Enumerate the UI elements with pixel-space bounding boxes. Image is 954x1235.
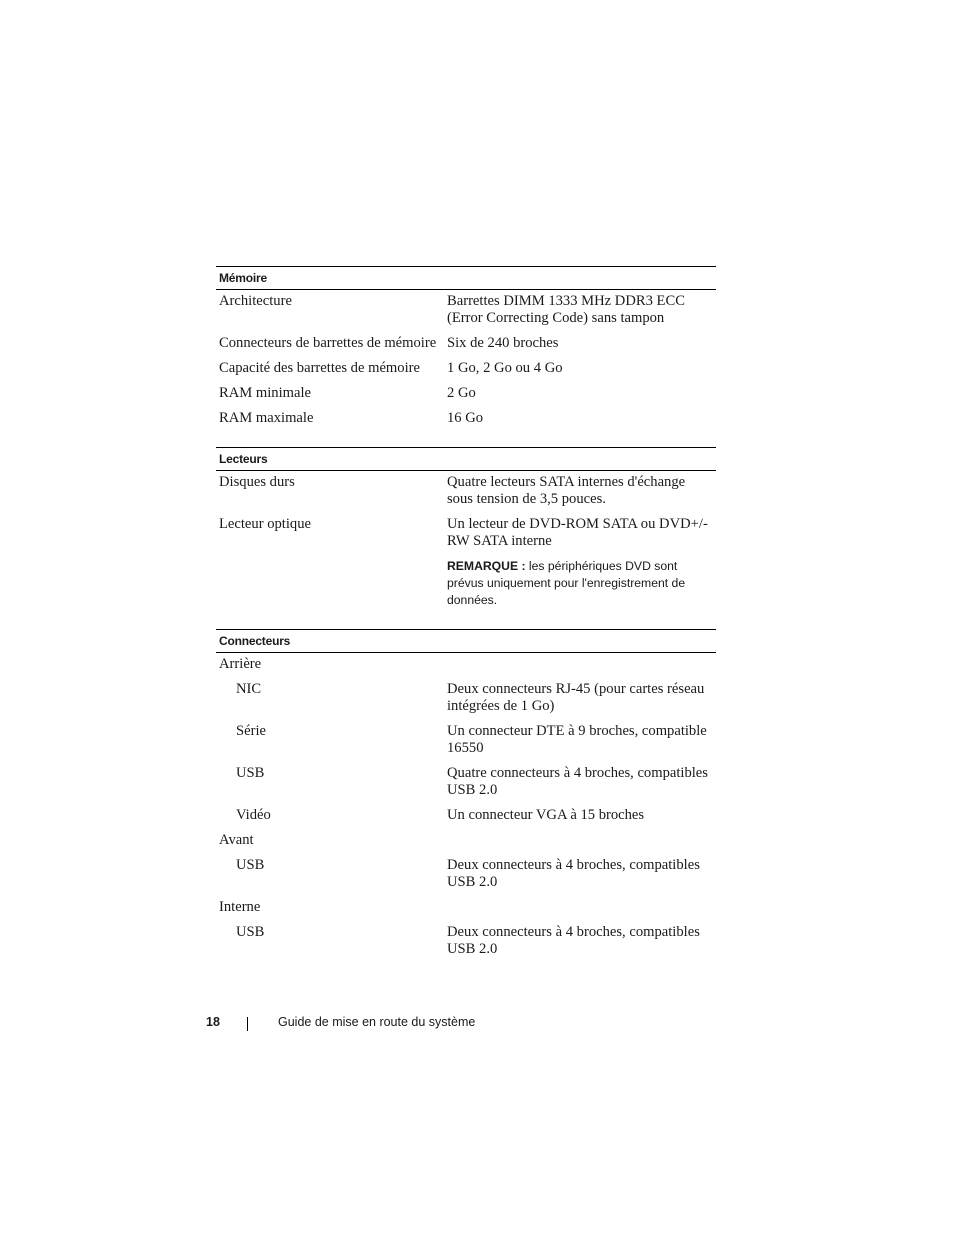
spec-value xyxy=(447,899,716,916)
spec-value xyxy=(447,832,716,849)
spec-key: Capacité des barrettes de mémoire xyxy=(219,360,420,376)
spec-row xyxy=(216,857,716,891)
spec-row xyxy=(216,681,716,715)
spec-value: Quatre lecteurs SATA internes d'échange sous tension de 3,5 pouces. xyxy=(447,474,686,507)
spec-value: 1 Go, 2 Go ou 4 Go xyxy=(447,360,563,376)
spec-row xyxy=(216,385,716,402)
spec-value: Deux connecteurs à 4 broches, compatibles USB 2.0 xyxy=(447,857,700,890)
spec-row xyxy=(216,516,716,609)
section-title-lecteurs: Lecteurs xyxy=(216,447,716,471)
spec-row xyxy=(216,410,716,427)
section-title-connecteurs: Connecteurs xyxy=(216,629,716,653)
remarque-note xyxy=(447,558,712,609)
spec-row xyxy=(216,723,716,757)
spec-value-group xyxy=(447,516,716,609)
spec-key: USB xyxy=(236,765,265,781)
spec-row xyxy=(216,293,716,327)
spec-key: USB xyxy=(236,924,265,940)
spec-key: Architecture xyxy=(219,293,292,309)
spec-row xyxy=(216,335,716,352)
spec-table xyxy=(216,266,716,978)
spec-value: Un connecteur DTE à 9 broches, compatible 16550 xyxy=(447,723,707,756)
spec-value: Barrettes DIMM 1333 MHz DDR3 ECC (Error Correcting Code) sans tampon xyxy=(447,293,685,326)
spec-key: Disques durs xyxy=(219,474,295,490)
section-title-memoire: Mémoire xyxy=(216,266,716,290)
spec-key: Connecteurs de barrettes de mémoire xyxy=(219,335,437,351)
spec-key: Lecteur optique xyxy=(219,516,311,532)
spec-row xyxy=(216,924,716,958)
spec-group-label: Interne xyxy=(219,899,261,915)
spec-value: 16 Go xyxy=(447,410,484,426)
spec-key: RAM minimale xyxy=(219,385,312,401)
spec-row xyxy=(216,899,716,916)
spec-value: 2 Go xyxy=(447,385,476,401)
section-rows-memoire xyxy=(216,290,716,447)
page-number: 18 xyxy=(206,1015,220,1029)
spec-key: Vidéo xyxy=(236,807,271,823)
spec-row xyxy=(216,656,716,673)
spec-key: Série xyxy=(236,723,266,739)
spec-row xyxy=(216,474,716,508)
note-label: REMARQUE : xyxy=(447,559,526,573)
spec-value: Deux connecteurs à 4 broches, compatibles USB 2.0 xyxy=(447,924,700,957)
footer-doc-title: Guide de mise en route du système xyxy=(278,1015,476,1029)
spec-value: Deux connecteurs RJ-45 (pour cartes réseau intégrées de 1 Go) xyxy=(447,681,705,714)
section-rows-connecteurs xyxy=(216,653,716,978)
spec-row xyxy=(216,765,716,799)
spec-key: USB xyxy=(236,857,265,873)
spec-row xyxy=(216,360,716,377)
spec-row xyxy=(216,832,716,849)
section-rows-lecteurs xyxy=(216,471,716,629)
spec-key: NIC xyxy=(236,681,262,697)
spec-group-label: Avant xyxy=(219,832,254,848)
spec-value: Quatre connecteurs à 4 broches, compatibles USB 2.0 xyxy=(447,765,708,798)
spec-row xyxy=(216,807,716,824)
spec-group-label: Arrière xyxy=(219,656,262,672)
spec-value xyxy=(447,656,716,673)
spec-value: Un connecteur VGA à 15 broches xyxy=(447,807,645,823)
spec-value: Un lecteur de DVD-ROM SATA ou DVD+/-RW SATA interne xyxy=(447,516,708,549)
spec-key: RAM maximale xyxy=(219,410,314,426)
footer-divider xyxy=(247,1017,248,1031)
note-text: les périphériques DVD sont prévus uniquement pour l'enregistrement de données. xyxy=(447,559,686,607)
spec-value: Six de 240 broches xyxy=(447,335,559,351)
